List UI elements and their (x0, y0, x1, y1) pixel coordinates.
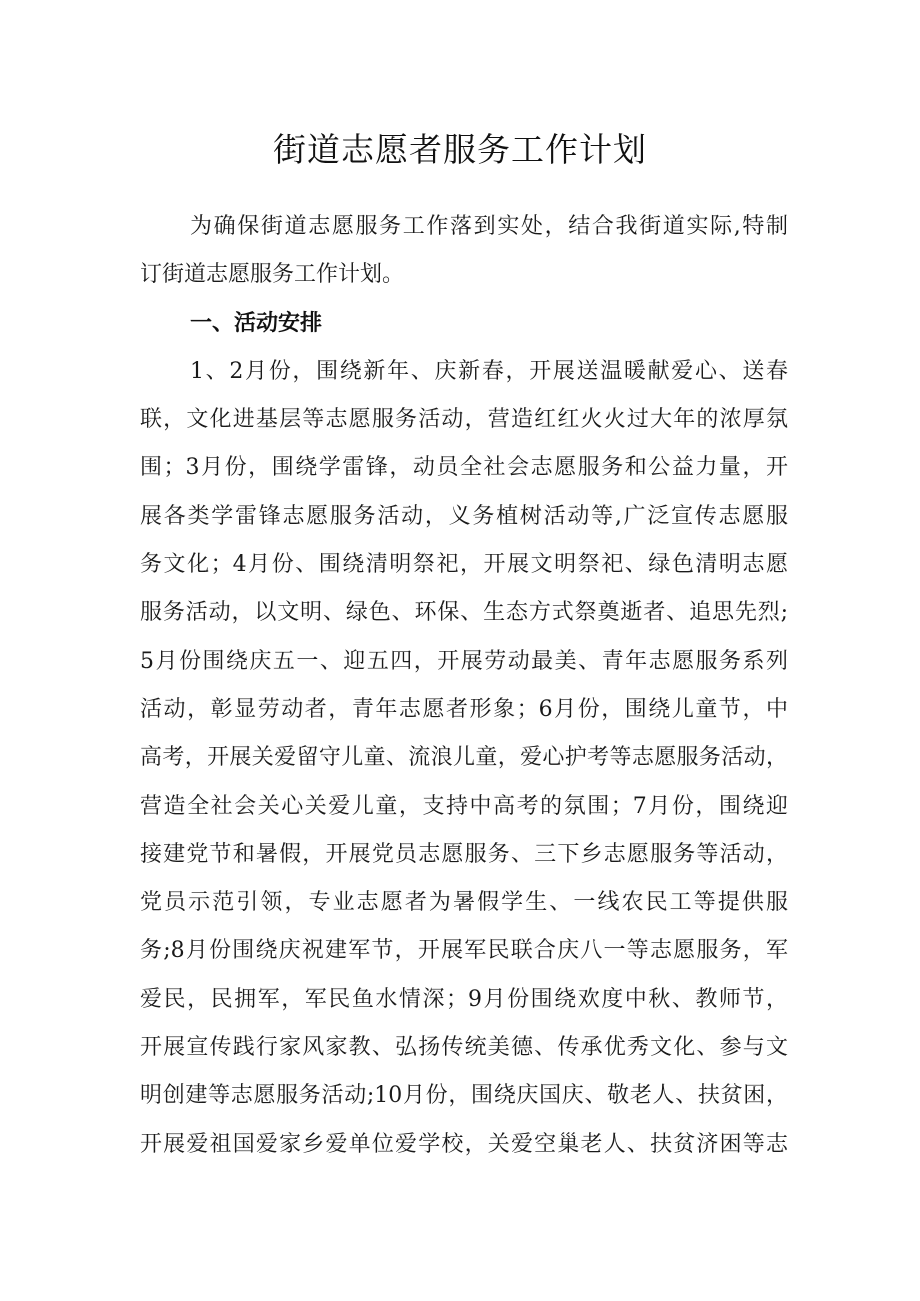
paragraph-line: 开展爱祖国爱家乡爱单位爱学校，关爱空巢老人、扶贫济困等志 (140, 1131, 788, 1157)
intro-line: 为确保街道志愿服务工作落到实处，结合我街道实际,特制 (190, 214, 788, 239)
paragraph-line: 联，文化进基层等志愿服务活动，营造红红火火过大年的浓厚氛 (140, 407, 788, 433)
paragraph-line: 高考，开展关爱留守儿童、流浪儿童，爱心护考等志愿服务活动， (140, 745, 788, 771)
paragraph-line: 明创建等志愿服务活动;10月份，围绕庆国庆、敬老人、扶贫困， (140, 1083, 788, 1109)
paragraph-line: 围；3月份，围绕学雷锋，动员全社会志愿服务和公益力量，开 (140, 455, 788, 481)
document-body (140, 203, 788, 1169)
paragraph-line: 1、2月份，围绕新年、庆新春，开展送温暖献爱心、送春 (190, 358, 788, 384)
paragraph-line: 开展宣传践行家风家教、弘扬传统美德、传承优秀文化、参与文 (140, 1035, 788, 1061)
paragraph-line: 务文化；4月份、围绕清明祭祀，开展文明祭祀、绿色清明志愿 (140, 552, 788, 578)
paragraph-line: 展各类学雷锋志愿服务活动，义务植树活动等,广泛宣传志愿服 (140, 503, 788, 529)
paragraph-line: 党员示范引领，专业志愿者为暑假学生、一线农民工等提供服 (140, 890, 788, 916)
paragraph-line: 爱民，民拥军，军民鱼水情深；9月份围绕欢度中秋、教师节， (140, 986, 788, 1012)
paragraph-line: 活动，彰显劳动者，青年志愿者形象；6月份，围绕儿童节，中 (140, 696, 788, 722)
intro-line: 订街道志愿服务工作计划。 (140, 262, 405, 288)
paragraph-line: 务;8月份围绕庆祝建军节，开展军民联合庆八一等志愿服务，军 (140, 938, 788, 964)
document-title: 街道志愿者服务工作计划 (273, 130, 647, 169)
paragraph-line: 服务活动，以文明、绿色、环保、生态方式祭奠逝者、追思先烈; (140, 600, 788, 626)
section-heading: 一、活动安排 (190, 310, 323, 336)
paragraph-line: 营造全社会关心关爱儿童，支持中高考的氛围；7月份，围绕迎 (140, 793, 788, 819)
paragraph-line: 接建党节和暑假，开展党员志愿服务、三下乡志愿服务等活动， (140, 841, 788, 867)
paragraph-line: 5月份围绕庆五一、迎五四，开展劳动最美、青年志愿服务系列 (140, 648, 788, 674)
